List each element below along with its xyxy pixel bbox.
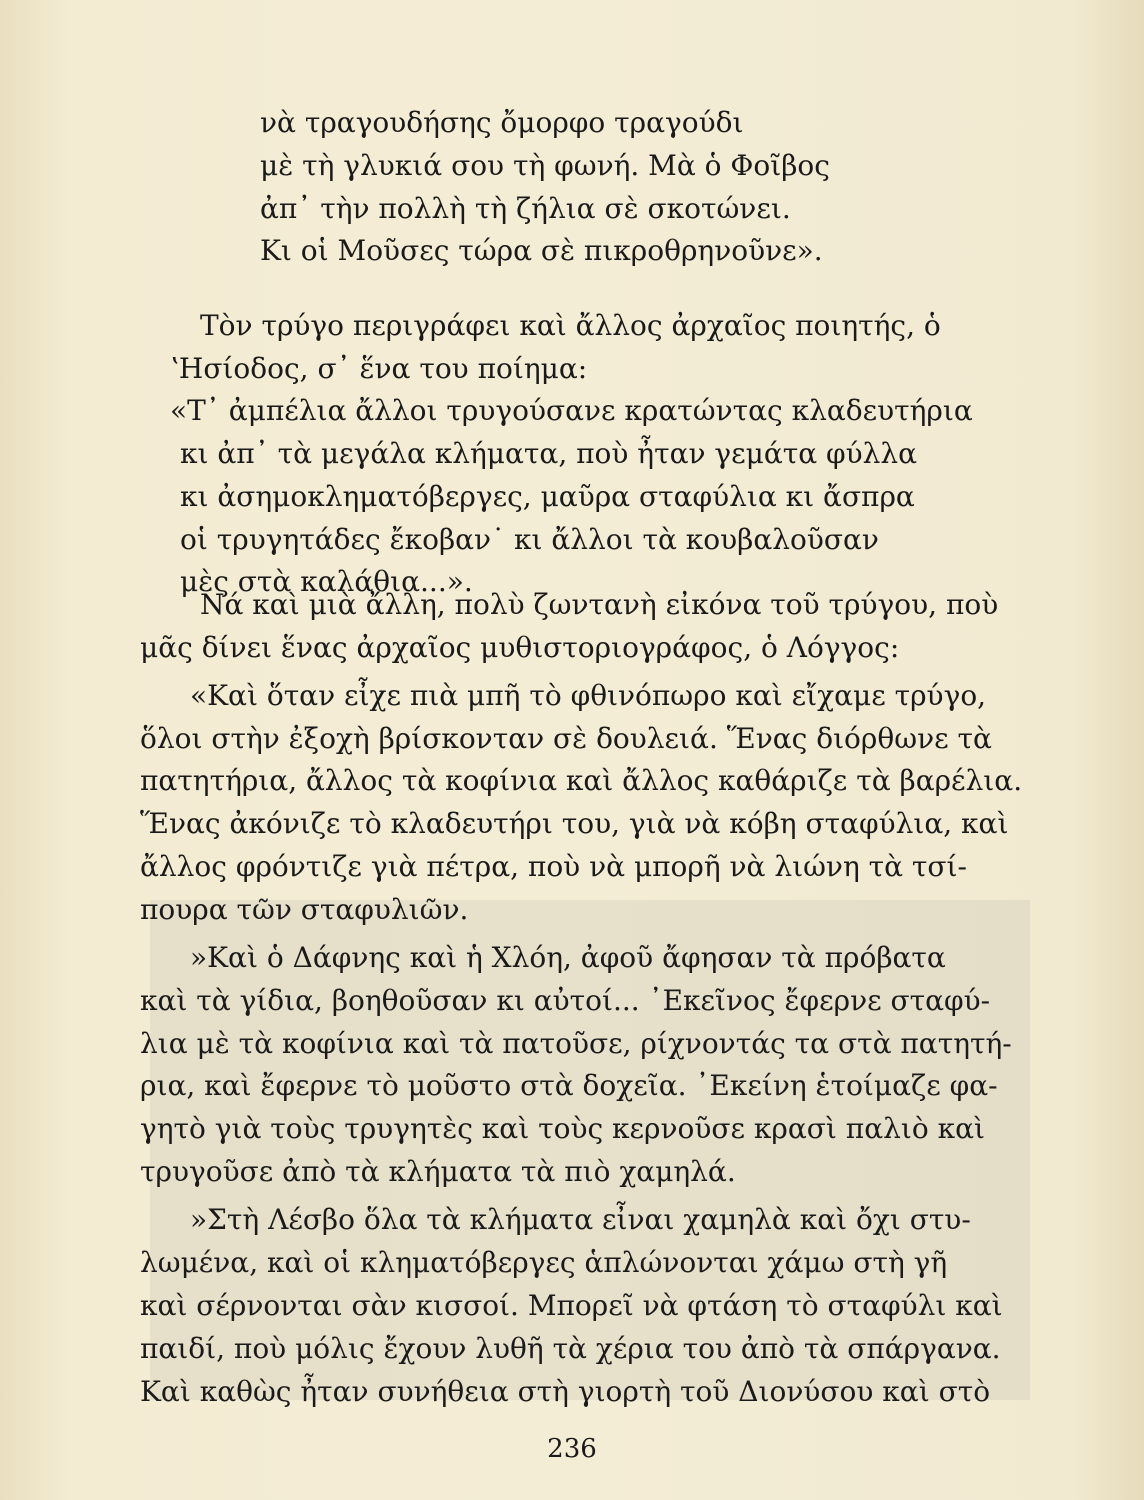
paragraph-line: καὶ σέρνονται σὰν κισσοί. Μπορεῖ νὰ φτάση τὸ σταφύλι καὶ <box>140 1289 1003 1322</box>
paragraph-line: πουρα τῶν σταφυλιῶν. <box>140 893 469 926</box>
paragraph-line: Καὶ καθὼς ἦταν συνήθεια στὴ γιορτὴ τοῦ Διονύσου καὶ στὸ <box>140 1375 991 1408</box>
paragraph-line: λωμένα, καὶ οἱ κληματόβεργες ἁπλώνονται χάμω στὴ γῆ <box>140 1246 948 1279</box>
paragraph-line: καὶ τὰ γίδια, βοηθοῦσαν κι αὐτοί... ᾿Εκεῖνος ἔφερνε σταφύ- <box>140 984 991 1017</box>
poem-line: οἱ τρυγητάδες ἔκοβαν˙ κι ἄλλοι τὰ κουβαλοῦσαν <box>180 523 879 556</box>
paragraph-line: γητὸ γιὰ τοὺς τρυγητὲς καὶ τοὺς κερνοῦσε κρασὶ παλιὸ καὶ <box>140 1112 985 1145</box>
paragraph-line: Νά καὶ μιὰ ἄλλη, πολὺ ζωντανὴ εἰκόνα τοῦ τρύγου, ποὺ <box>200 588 999 621</box>
poem-line: κι ἀπ᾽ τὰ μεγάλα κλήματα, ποὺ ἦταν γεμάτα φύλλα <box>180 437 918 470</box>
paragraph-line: Ἕνας ἀκόνιζε τὸ κλαδευτήρι του, γιὰ νὰ κόβη σταφύλια, καὶ <box>140 807 1009 840</box>
poem-line: ἀπ᾽ τὴν πολλὴ τὴ ζήλια σὲ σκοτώνει. <box>260 192 791 225</box>
paragraph-line: ρια, καὶ ἔφερνε τὸ μοῦστο στὰ δοχεῖα. ᾿Εκείνη ἑτοίμαζε φα- <box>140 1069 998 1102</box>
poem-line: κι ἀσημοκληματόβεργες, μαῦρα σταφύλια κι ἄσπρα <box>180 480 915 513</box>
paragraph-line: πατητήρια, ἄλλος τὰ κοφίνια καὶ ἄλλος καθάριζε τὰ βαρέλια. <box>140 764 1023 797</box>
paragraph-line: »Καὶ ὁ Δάφνης καὶ ἡ Χλόη, ἀφοῦ ἄφησαν τὰ πρόβατα <box>190 941 946 974</box>
paragraph-line: ʽΗσίοδος, σ᾽ ἕνα του ποίημα: <box>170 352 588 385</box>
paragraph-line: Τὸν τρύγο περιγράφει καὶ ἄλλος ἀρχαῖος ποιητής, ὁ <box>200 309 941 342</box>
paragraph-line: τρυγοῦσε ἀπὸ τὰ κλήματα τὰ πιὸ χαμηλά. <box>140 1155 736 1188</box>
poem-line: μὲ τὴ γλυκιά σου τὴ φωνή. Μὰ ὁ Φοῖβος <box>260 149 830 182</box>
paragraph-line: παιδί, ποὺ μόλις ἔχουν λυθῆ τὰ χέρια του ἀπὸ τὰ σπάργανα. <box>140 1332 1001 1365</box>
page-number: 236 <box>547 1434 597 1464</box>
paragraph-line: «Καὶ ὅταν εἶχε πιὰ μπῆ τὸ φθινόπωρο καὶ εἴχαμε τρύγο, <box>190 679 987 712</box>
paragraph-line: »Στὴ Λέσβο ὅλα τὰ κλήματα εἶναι χαμηλὰ καὶ ὄχι στυ- <box>190 1203 971 1236</box>
poem-line: Κι οἱ Μοῦσες τώρα σὲ πικροθρηνοῦνε». <box>260 234 823 267</box>
poem-line: «Τ᾽ ἀμπέλια ἄλλοι τρυγούσανε κρατώντας κλαδευτήρια <box>170 394 973 427</box>
poem-line: μὲς στὰ καλάθια...». <box>180 565 473 598</box>
paragraph-line: ἄλλος φρόντιζε γιὰ πέτρα, ποὺ νὰ μπορῆ νὰ λιώνη τὰ τσί- <box>140 850 967 883</box>
poem-line: νὰ τραγουδήσης ὄμορφο τραγούδι <box>260 106 744 139</box>
paragraph-line: λια μὲ τὰ κοφίνια καὶ τὰ πατοῦσε, ρίχνοντάς τα στὰ πατητή- <box>140 1027 1012 1060</box>
paragraph-line: μᾶς δίνει ἕνας ἀρχαῖος μυθιστοριογράφος, ὁ Λόγγος: <box>140 631 900 664</box>
paragraph-line: ὅλοι στὴν ἐξοχὴ βρίσκονταν σὲ δουλειά. Ἕνας διόρθωνε τὰ <box>140 722 992 755</box>
